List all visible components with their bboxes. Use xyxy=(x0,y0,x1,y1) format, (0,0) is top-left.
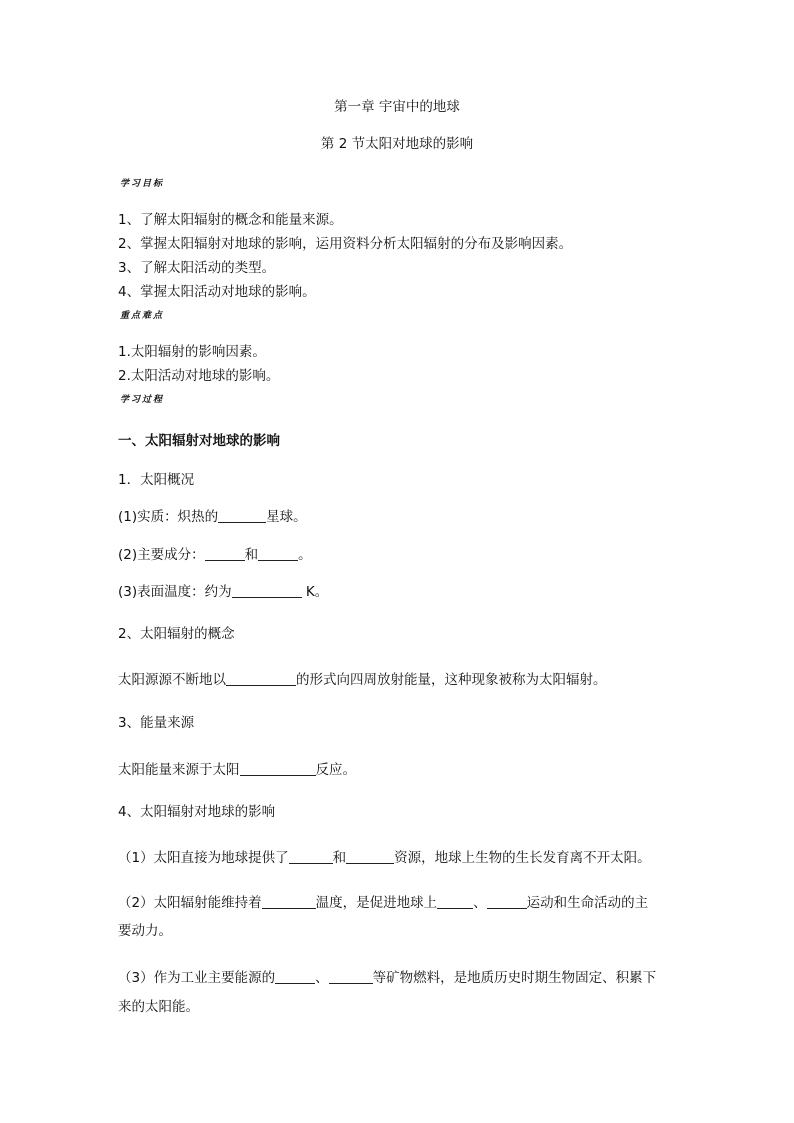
section-title: 第 2 节太阳对地球的影响 xyxy=(320,136,474,152)
s1-question-1 xyxy=(118,509,307,525)
objectives-label: 学习目标 xyxy=(120,179,165,189)
objective-item-2: 2、掌握太阳辐射对地球的影响，运用资料分析太阳辐射的分布及影响因素。 xyxy=(118,236,573,252)
s1-q3-text-b: K。 xyxy=(301,584,329,600)
s1-q3-text-a: (3)表面温度：约为 xyxy=(118,584,232,600)
s3-text-a: 太阳能量来源于太阳 xyxy=(118,762,240,778)
s1-title: 1．太阳概况 xyxy=(118,472,195,488)
s4-title: 4、太阳辐射对地球的影响 xyxy=(118,804,276,820)
s1-q2-text-a: (2)主要成分： xyxy=(118,547,205,563)
s4-p3-text-c: 等矿物燃料，是地质历史时期生物固定、积累下 xyxy=(372,970,657,986)
s3-text-b: 反应。 xyxy=(315,762,356,778)
s2-text xyxy=(118,672,607,688)
s1-q1-text-b: 星球。 xyxy=(266,509,307,525)
blank-field[interactable] xyxy=(240,762,316,776)
keypoint-item-2: 2.太阳活动对地球的影响。 xyxy=(118,368,280,384)
s1-question-2 xyxy=(118,547,312,563)
s1-q2-text-b: 和 xyxy=(244,547,259,563)
part1-title: 一、太阳辐射对地球的影响 xyxy=(118,433,280,449)
s3-text xyxy=(118,762,356,778)
s4-p1-text-b: 和 xyxy=(332,850,347,866)
keypoint-item-1: 1.太阳辐射的影响因素。 xyxy=(118,344,266,360)
s4-p2-text-a: （2）太阳辐射能维持着 xyxy=(118,895,262,911)
blank-field[interactable] xyxy=(329,970,373,984)
keypoints-label: 重点难点 xyxy=(120,311,165,321)
blank-field[interactable] xyxy=(232,584,302,598)
s4-p1-text-c: 资源，地球上生物的生长发育离不开太阳。 xyxy=(394,850,651,866)
s4-paragraph-1 xyxy=(118,850,651,866)
s2-title: 2、太阳辐射的概念 xyxy=(118,626,235,642)
s4-paragraph-3 xyxy=(118,970,656,986)
blank-field[interactable] xyxy=(226,672,296,686)
s4-paragraph-2 xyxy=(118,895,648,911)
blank-field[interactable] xyxy=(346,850,394,864)
blank-field[interactable] xyxy=(218,509,266,523)
s4-p3-continuation: 来的太阳能。 xyxy=(118,999,199,1015)
objective-item-3: 3、了解太阳活动的类型。 xyxy=(118,260,276,276)
s4-p1-text-a: （1）太阳直接为地球提供了 xyxy=(118,850,289,866)
s1-question-3 xyxy=(118,584,328,600)
blank-field[interactable] xyxy=(275,970,315,984)
s4-p2-text-d: 运动和生命活动的主 xyxy=(526,895,649,911)
s3-title: 3、能量来源 xyxy=(118,715,195,731)
s4-p2-text-c: 、 xyxy=(473,895,487,911)
blank-field[interactable] xyxy=(487,895,527,909)
s1-q2-text-c: 。 xyxy=(298,547,312,563)
s1-q1-text-a: (1)实质：炽热的 xyxy=(118,509,219,525)
s4-p3-text-a: （3）作为工业主要能源的 xyxy=(118,970,276,986)
s4-p3-text-b: 、 xyxy=(315,970,329,986)
s4-p2-continuation: 要动力。 xyxy=(118,923,172,939)
blank-field[interactable] xyxy=(289,850,333,864)
s2-text-b: 的形式向四周放射能量，这种现象被称为太阳辐射。 xyxy=(296,672,607,688)
objective-item-1: 1、了解太阳辐射的概念和能量来源。 xyxy=(118,212,343,228)
objective-item-4: 4、掌握太阳活动对地球的影响。 xyxy=(118,284,316,300)
blank-field[interactable] xyxy=(437,895,473,909)
s4-p2-text-b: 温度，是促进地球上 xyxy=(315,895,438,911)
chapter-title: 第一章 宇宙中的地球 xyxy=(334,99,460,115)
blank-field[interactable] xyxy=(205,547,245,561)
s2-text-a: 太阳源源不断地以 xyxy=(118,672,226,688)
blank-field[interactable] xyxy=(262,895,316,909)
process-label: 学习过程 xyxy=(120,395,165,405)
blank-field[interactable] xyxy=(258,547,298,561)
